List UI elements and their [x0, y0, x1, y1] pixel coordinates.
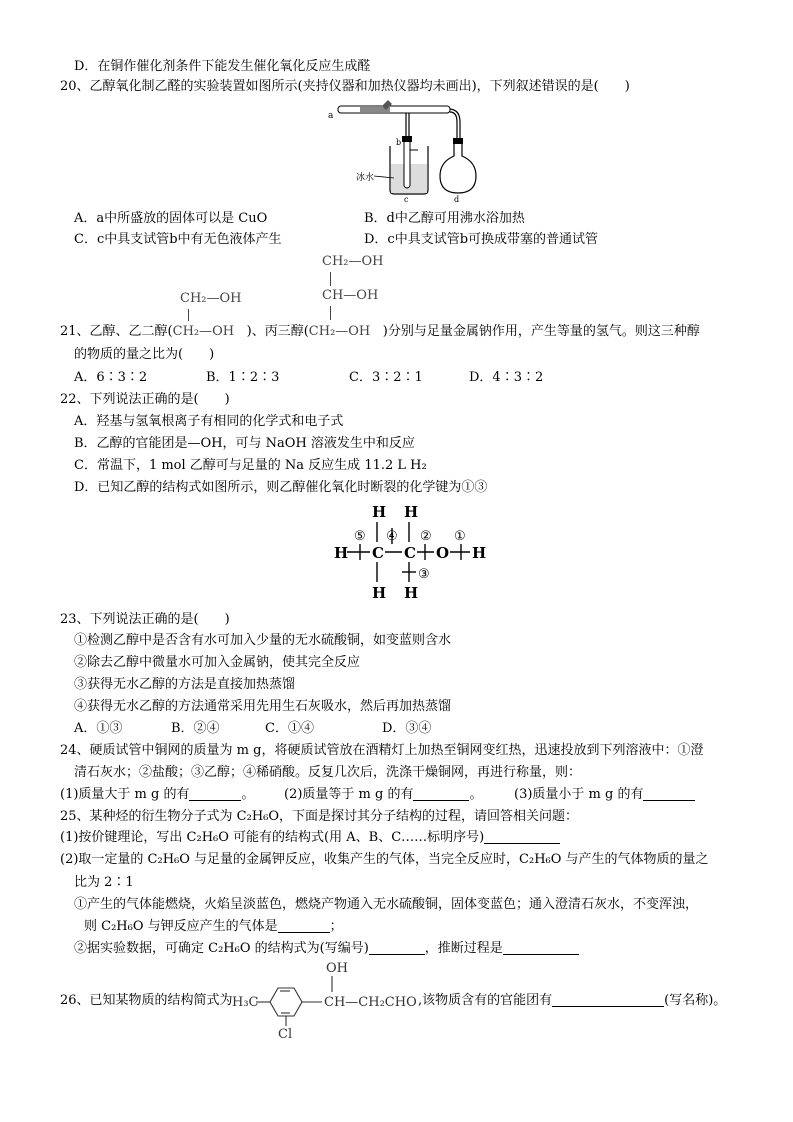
label-c: c: [404, 195, 409, 204]
q25-line6: [84, 918, 343, 936]
q25-line7-text-a: ②据实验数据，可确定 C₂H₆O 的结构式为(写编号): [74, 941, 369, 956]
q25-line2-text: (1)按价键理论，写出 C₂H₆O 可能有的结构式(用 A、B、C……标明序号): [60, 830, 485, 845]
q20-option-c: C．c中具支试管b中有无色液体产生: [74, 232, 282, 247]
struct-h-left: H: [334, 544, 349, 562]
glycol-bond: [188, 309, 189, 321]
q26-answer-blank[interactable]: [552, 992, 664, 1007]
struct-h-right: H: [472, 544, 487, 562]
bond-label-1: ①: [454, 529, 466, 544]
q24-part2-dot: 。: [469, 787, 483, 802]
q24-part1-text: (1)质量大于 m g 的有: [60, 787, 190, 802]
q24-answer-2-blank[interactable]: [413, 786, 469, 801]
q23-option-b: B．②④: [171, 721, 220, 736]
glycerol-bond-2: [330, 306, 331, 320]
tube-a: [338, 100, 460, 138]
struct-h-bot-1: H: [372, 584, 387, 602]
q22-option-b: B．乙醇的官能团是—OH，可与 NaOH 溶液发生中和反应: [74, 436, 415, 451]
glycerol-mid: CH—OH: [322, 288, 379, 303]
struct-c1: C: [372, 544, 384, 562]
q25-line7: [74, 940, 579, 958]
label-b: b: [396, 138, 402, 147]
q25-answer-3-blank[interactable]: [369, 940, 425, 955]
q23-option-d: D．③④: [382, 721, 432, 736]
struct-h-bot-2: H: [404, 584, 419, 602]
q20-option-b: B．d中乙醇可用沸水浴加热: [364, 211, 525, 226]
q24-answer-3-blank[interactable]: [643, 786, 695, 801]
q25-answer-1-blank[interactable]: [484, 829, 560, 844]
q23-statement-2: ②除去乙醇中微量水可加入金属钠，使其完全反应: [74, 655, 361, 670]
struct-h-top-1: H: [372, 503, 387, 521]
q21-text-1: 21、乙醇、乙二醇(: [60, 324, 173, 339]
q24-part2: [284, 786, 482, 804]
ethanol-structure: [330, 500, 500, 602]
q25-line7-text-b: ，推断过程是: [424, 941, 503, 956]
flask-d: [440, 138, 476, 193]
q25-line6-text: 则 C₂H₆O 与钾反应产生的气体是: [84, 919, 278, 934]
glycol-top: CH₂—OH: [180, 291, 242, 306]
struct-o: O: [436, 544, 450, 562]
q22-option-a: A．羟基与氢氧根离子有相同的化学式和电子式: [74, 414, 344, 429]
bond-label-3: ③: [418, 567, 430, 582]
q26-text-2: ,该物质含有的官能团有: [418, 993, 553, 1008]
q21-option-d: D．4∶3∶2: [469, 370, 544, 385]
q20-stem: 20、乙醇氧化制乙醛的实验装置如图所示(夹持仪器和加热仪器均未画出)，下列叙述错误的是( ): [60, 79, 630, 94]
q20-option-a: A．a中所盛放的固体可以是 CuO: [74, 211, 268, 226]
q24-line1: 24、硬质试管中铜网的质量为 m g，将硬质试管放在酒精灯上加热至铜网变红热，迅速投放到下列溶液中：①澄: [60, 743, 704, 758]
q26-tail: [418, 992, 726, 1010]
label-d: d: [454, 195, 460, 204]
q22-stem: 22、下列说法正确的是( ): [60, 392, 230, 407]
q25-line6-end: ；: [329, 919, 343, 934]
label-a: a: [328, 111, 334, 121]
q20-option-d: D．c中具支试管b可换成带塞的普通试管: [364, 232, 599, 247]
q25-line2: [60, 829, 560, 847]
q25-answer-4-blank[interactable]: [503, 940, 579, 955]
q26-text-3: (写名称)。: [664, 993, 727, 1008]
glycol-bottom: CH₂—OH: [172, 324, 235, 339]
glycerol-bottom: CH₂—OH: [308, 324, 371, 339]
struct-oh: OH: [326, 961, 348, 976]
q21-option-c: C．3∶2∶1: [349, 370, 423, 385]
q25-line3: (2)取一定量的 C₂H₆O 与足量的金属钾反应，收集产生的气体，当完全反应时，C₂H₆O 与产生的气体物质的量之: [60, 852, 709, 867]
q23-statement-4: ④获得无水乙醇的方法通常采用先用生石灰吸水，然后再加热蒸馏: [74, 699, 452, 714]
q22-option-d: D．已知乙醇的结构式如图所示，则乙醇催化氧化时断裂的化学键为①③: [74, 480, 488, 495]
q21-stem-line1: [60, 323, 700, 341]
struct-chain: CH—CH₂CHO: [324, 995, 417, 1010]
q25-line5: ①产生的气体能燃烧，火焰呈淡蓝色，燃烧产物通入无水硫酸铜，固体变蓝色；通入澄清石灰水，不变浑浊，: [74, 897, 699, 912]
glycerol-top: CH₂—OH: [322, 254, 384, 269]
q19-option-d: D．在铜作催化剂条件下能发生催化氧化反应生成醛: [74, 59, 371, 74]
q24-part2-text: (2)质量等于 m g 的有: [284, 787, 414, 802]
struct-h3c: H₃C: [232, 995, 259, 1010]
q23-option-a: A．①③: [74, 721, 123, 736]
q23-stem: 23、下列说法正确的是( ): [60, 612, 230, 627]
q23-statement-1: ①检测乙醇中是否含有水可加入少量的无水硫酸铜，如变蓝则含水: [74, 633, 452, 648]
q24-part1: [60, 786, 254, 804]
q24-part3-text: (3)质量小于 m g 的有: [514, 787, 644, 802]
q23-statement-3: ③获得无水乙醇的方法是直接加热蒸馏: [74, 677, 296, 692]
q21-option-b: B．1∶2∶3: [206, 370, 280, 385]
q25-answer-2-blank[interactable]: [278, 918, 330, 933]
struct-h-top-2: H: [404, 503, 419, 521]
q24-line2: 清石灰水；②盐酸；③乙醇；④稀硝酸。反复几次后，洗涤干燥铜网，再进行称量，则：: [74, 765, 582, 780]
q24-part3: [514, 786, 695, 804]
q23-option-c: C．①④: [265, 721, 314, 736]
bond-label-5: ⑤: [354, 529, 366, 544]
label-icewater: 冰水: [356, 173, 375, 183]
struct-c2: C: [404, 544, 416, 562]
q21-text-2: )、丙三醇(: [246, 324, 309, 339]
q24-part1-dot: 。: [241, 787, 255, 802]
q26-text-1: 26、已知某物质的结构简式为: [60, 993, 233, 1008]
q21-option-a: A．6∶3∶2: [74, 370, 148, 385]
q22-option-c: C．常温下，1 mol 乙醇可与足量的 Na 反应生成 11.2 L H₂: [74, 458, 427, 473]
bond-label-2: ②: [420, 529, 432, 544]
q26-structure: [232, 958, 418, 1044]
q25-line4: 比为 2∶1: [74, 875, 134, 890]
q24-answer-1-blank[interactable]: [189, 786, 241, 801]
q20-apparatus-diagram: [320, 98, 480, 204]
bond-label-4: ④: [386, 529, 398, 544]
q21-stem-line2: 的物质的量之比为( ): [74, 347, 215, 362]
glycerol-bond-1: [330, 272, 331, 286]
struct-cl: Cl: [278, 1027, 293, 1042]
q25-line1: 25、某种烃的衍生物分子式为 C₂H₆O，下面是探讨其分子结构的过程，请回答相关问题：: [60, 809, 579, 824]
q21-text-3: )分别与足量金属钠作用，产生等量的氢气。则这三种醇: [382, 324, 700, 339]
